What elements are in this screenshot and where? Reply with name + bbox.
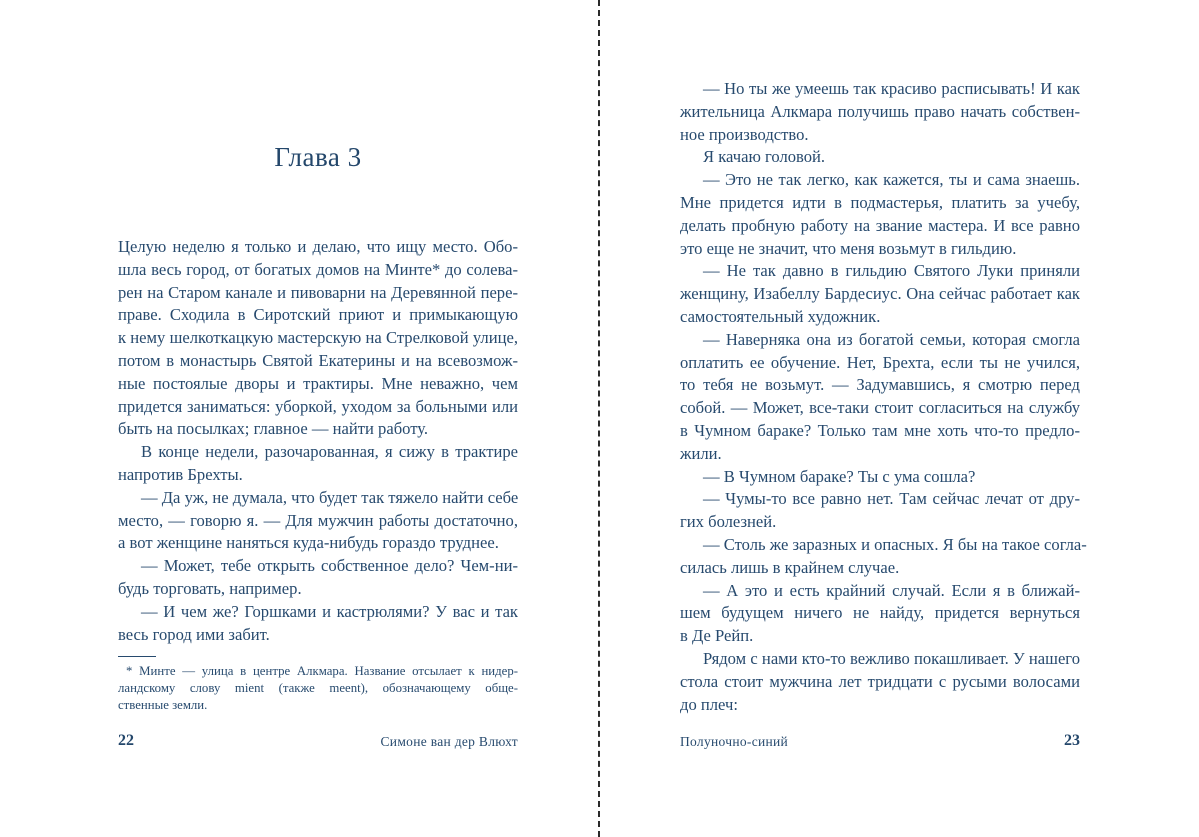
text-line: — Наверняка она из богатой семьи, которая смогла bbox=[703, 329, 1080, 349]
text-line: гих болезней. bbox=[680, 512, 777, 532]
text-line: — А это и есть крайний случай. Если я в ближай- bbox=[703, 580, 1080, 600]
text-line: потом в монастырь Святой Екатерины и на всевозмож- bbox=[118, 350, 518, 370]
text-line: праве. Сходила в Сиротский приют и примыкающую bbox=[118, 305, 518, 325]
text-line: жительница Алкмара получишь право начать собствен- bbox=[680, 101, 1080, 121]
text-line: ное производство. bbox=[680, 124, 809, 144]
page-gutter-divider bbox=[598, 0, 600, 837]
page-number-right: 23 bbox=[1064, 732, 1080, 749]
text-line: собой. — Может, все-таки стоит согласиться на службу bbox=[680, 398, 1080, 418]
text-line: шла весь город, от богатых домов на Минте* до солева- bbox=[118, 259, 518, 279]
text-line: ные постоялые дворы и трактиры. Мне неважно, чем bbox=[118, 373, 518, 393]
page-number-left: 22 bbox=[118, 732, 134, 749]
left-body-text bbox=[118, 236, 518, 646]
text-line: в Де Рейп. bbox=[680, 626, 754, 646]
text-line: Рядом с нами кто-то вежливо покашливает. У нашего bbox=[703, 648, 1080, 668]
text-line: рен на Старом канале и пивоварни на Деревянной пере- bbox=[118, 282, 518, 302]
right-page bbox=[680, 0, 1087, 837]
text-line: это еще не значит, что меня возьмут в гильдию. bbox=[680, 238, 1017, 258]
text-line: — В Чумном бараке? Ты с ума сошла? bbox=[703, 466, 976, 486]
text-line: шем будущем ничего не найду, придется вернуться bbox=[680, 603, 1080, 623]
text-line: самостоятельный художник. bbox=[680, 306, 881, 326]
text-line: женщину, Изабеллу Бардесиус. Она сейчас работает как bbox=[680, 284, 1080, 304]
text-line: — Может, тебе открыть собственное дело? Чем-ни- bbox=[141, 556, 518, 576]
text-line: в Чумном бараке? Только там мне хоть что-то предло- bbox=[680, 420, 1080, 440]
chapter-title: Глава 3 bbox=[274, 142, 362, 172]
text-line: силась лишь в крайнем случае. bbox=[680, 557, 900, 577]
text-line: придется заниматься: уборкой, уходом за больными или bbox=[118, 396, 518, 416]
text-line: Целую неделю я только и делаю, что ищу место. Обо- bbox=[118, 237, 518, 256]
text-line: напротив Брехты. bbox=[118, 464, 243, 484]
text-line: В конце недели, разочарованная, я сижу в трактире bbox=[141, 442, 518, 462]
right-body-text bbox=[680, 78, 1087, 716]
running-head-author: Симоне ван дер Влюхт bbox=[380, 734, 518, 749]
text-line: — И чем же? Горшками и кастрюлями? У вас и так bbox=[141, 601, 518, 621]
left-page bbox=[118, 0, 518, 837]
text-line: оплатить ее обучение. Нет, Брехта, если ты не учился, bbox=[680, 352, 1080, 372]
text-line: — Не так давно в гильдию Святого Луки приняли bbox=[703, 261, 1080, 281]
text-line: жили. bbox=[680, 443, 722, 463]
footnote-line: ландскому слову mient (также meent), обозначающему обще- bbox=[118, 680, 518, 695]
text-line: до плеч: bbox=[680, 694, 738, 714]
text-line: то тебя не возьмут. — Задумавшись, я смотрю перед bbox=[680, 375, 1080, 395]
footnote bbox=[118, 663, 518, 713]
text-line: — Чумы-то все равно нет. Там сейчас лечат от дру- bbox=[703, 489, 1080, 509]
text-line: — Да уж, не думала, что будет так тяжело найти себе bbox=[141, 487, 519, 507]
text-line: стола стоит мужчина лет тридцати с русыми волосами bbox=[680, 671, 1080, 691]
text-line: — Но ты же умеешь так красиво расписывать! И как bbox=[703, 79, 1080, 98]
text-line: Я качаю головой. bbox=[703, 147, 826, 167]
text-line: делать пробную работу на звание мастера. И все равно bbox=[680, 215, 1080, 235]
text-line: — Это не так легко, как кажется, ты и сама знаешь. bbox=[703, 170, 1080, 190]
text-line: а вот женщине наняться куда-нибудь гораздо труднее. bbox=[118, 533, 499, 553]
footnote-rule bbox=[118, 656, 156, 657]
text-line: весь город ими забит. bbox=[118, 624, 270, 644]
text-line: место, — говорю я. — Для мужчин работы достаточно, bbox=[118, 510, 518, 530]
text-line: к нему шелкоткацкую мастерскую на Стрелковой улице, bbox=[118, 328, 518, 348]
text-line: — Столь же заразных и опасных. Я бы на такое согла- bbox=[703, 534, 1087, 554]
text-line: Мне придется идти в подмастерья, платить за учебу, bbox=[680, 192, 1080, 212]
running-head-title: Полуночно-синий bbox=[680, 734, 789, 749]
text-line: быть на посылках; главное — найти работу. bbox=[118, 419, 429, 439]
footnote-line: ственные земли. bbox=[118, 697, 208, 712]
text-line: будь торговать, например. bbox=[118, 578, 302, 598]
footnote-line: * Минте — улица в центре Алкмара. Название отсылает к нидер- bbox=[126, 664, 518, 678]
